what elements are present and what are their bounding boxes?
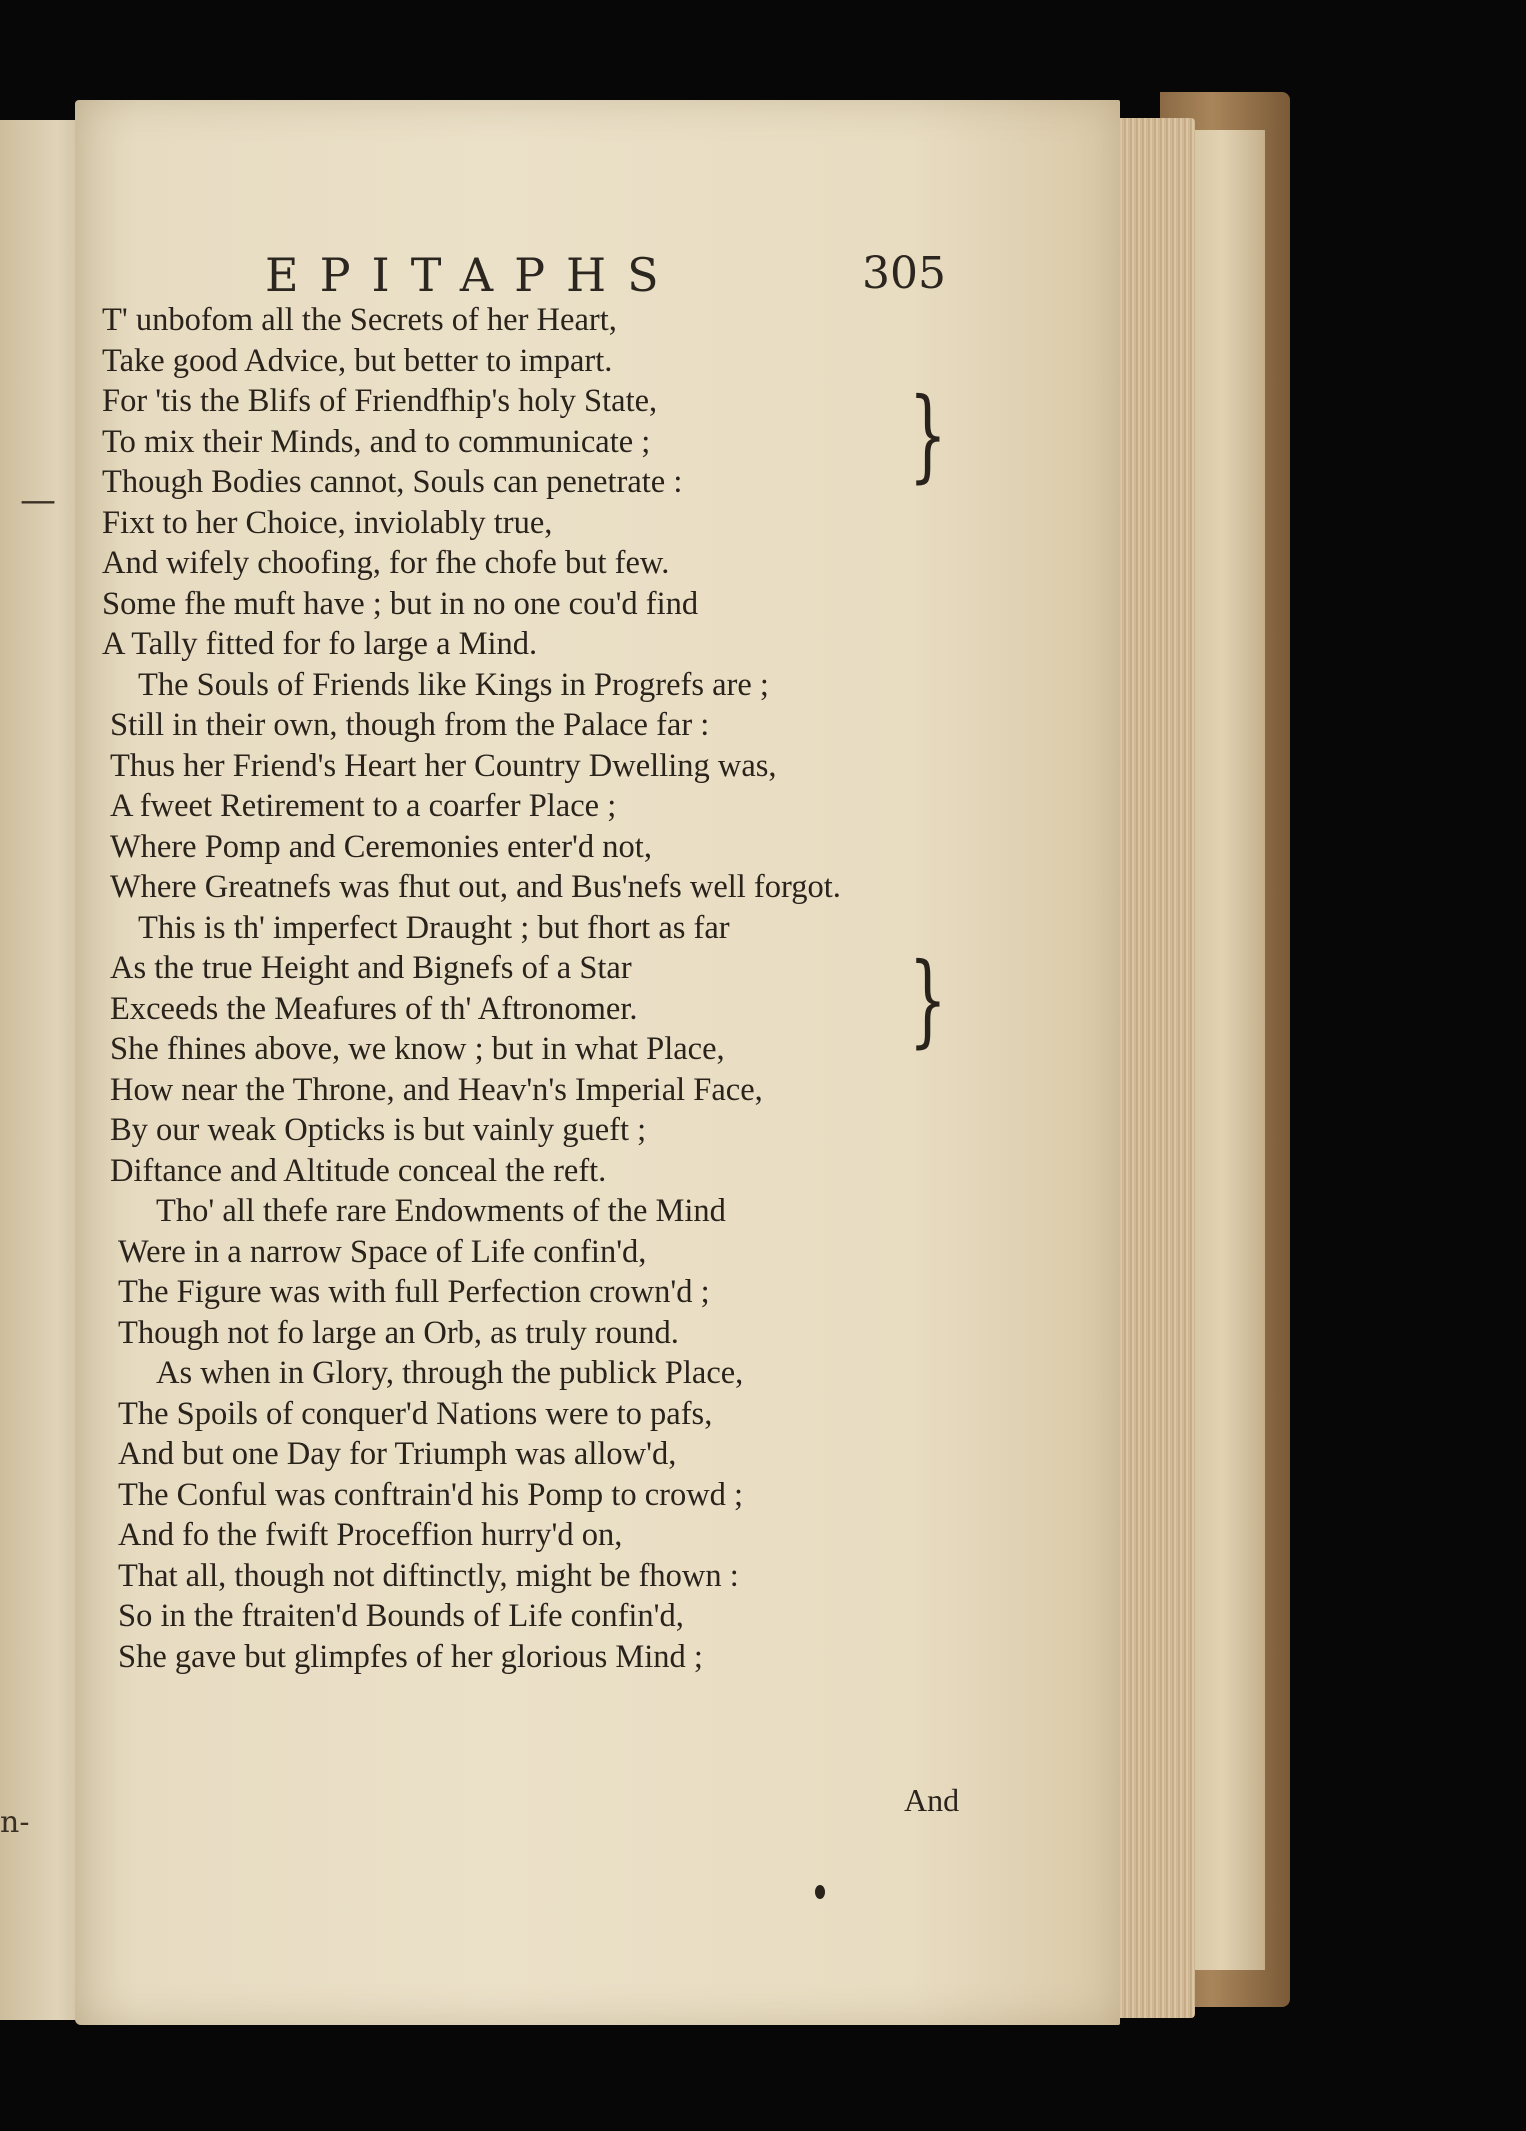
poem-text — [102, 300, 1002, 1677]
verse-line: As the true Height and Bignefs of a Star — [110, 950, 632, 986]
verse-line: As when in Glory, through the publick Place, — [156, 1355, 744, 1391]
verse-line: Where Greatnefs was fhut out, and Bus'nefs well forgot. — [110, 869, 841, 905]
verse-line: The Figure was with full Perfection crown'd ; — [118, 1274, 710, 1310]
verse-line: T' unbofom all the Secrets of her Heart, — [102, 302, 617, 338]
ink-spot — [815, 1885, 825, 1899]
verse-line: By our weak Opticks is but vainly gueft ; — [110, 1112, 647, 1148]
verse-line: That all, though not diftinctly, might be fhown : — [118, 1557, 739, 1594]
verse-line: A fweet Retirement to a coarfer Place ; — [110, 788, 617, 824]
verse-line: How near the Throne, and Heav'n's Imperial Face, — [110, 1071, 763, 1108]
verse-line: The Souls of Friends like Kings in Progrefs are ; — [138, 666, 769, 703]
verse-line: And wifely choofing, for fhe chofe but few. — [102, 545, 670, 581]
verse-line: Some fhe muft have ; but in no one cou'd find — [102, 585, 699, 622]
verse-line: Take good Advice, but better to impart. — [102, 342, 613, 379]
page-number: 305 — [862, 248, 946, 299]
verse-line: She fhines above, we know ; but in what Place, — [110, 1031, 725, 1067]
verse-line: To mix their Minds, and to communicate ; — [102, 423, 651, 460]
verse-line: A Tally fitted for fo large a Mind. — [102, 626, 538, 662]
triplet-brace: } — [908, 376, 947, 493]
running-title: EPITAPHS — [265, 248, 680, 302]
verse-line: She gave but glimpfes of her glorious Mind ; — [118, 1638, 703, 1675]
verse-line: Where Pomp and Ceremonies enter'd not, — [110, 828, 652, 865]
verse-line: Tho' all thefe rare Endowments of the Mind — [156, 1193, 726, 1229]
facing-page-mark: — — [20, 480, 56, 521]
verse-line: Were in a narrow Space of Life confin'd, — [118, 1233, 647, 1270]
verse-line: This is th' imperfect Draught ; but fhort as far — [138, 909, 730, 946]
verse-line: And fo the fwift Proceffion hurry'd on, — [118, 1517, 623, 1553]
verse-line: The Spoils of conquer'd Nations were to pafs, — [118, 1395, 713, 1432]
verse-line: Though Bodies cannot, Souls can penetrate : — [102, 464, 683, 500]
verse-line: Fixt to her Choice, inviolably true, — [102, 504, 553, 541]
verse-line: Still in their own, though from the Palace far : — [110, 707, 710, 743]
verse-line: Diftance and Altitude conceal the reft. — [110, 1152, 607, 1189]
verse-line: The Conful was conftrain'd his Pomp to crowd ; — [118, 1476, 744, 1513]
facing-page-text-fragment: n- — [0, 1805, 30, 1840]
verse-line: So in the ftraiten'd Bounds of Life confin'd, — [118, 1598, 684, 1634]
verse-line: Thus her Friend's Heart her Country Dwelling was, — [110, 747, 777, 784]
verse-line: Exceeds the Meafures of th' Aftronomer. — [110, 990, 638, 1027]
verse-line: And but one Day for Triumph was allow'd, — [118, 1436, 677, 1472]
catchword: And — [904, 1782, 960, 1818]
verse-line: For 'tis the Blifs of Friendfhip's holy State, — [102, 383, 658, 419]
triplet-brace: } — [908, 941, 947, 1058]
verse-line: Though not fo large an Orb, as truly round. — [118, 1314, 679, 1351]
